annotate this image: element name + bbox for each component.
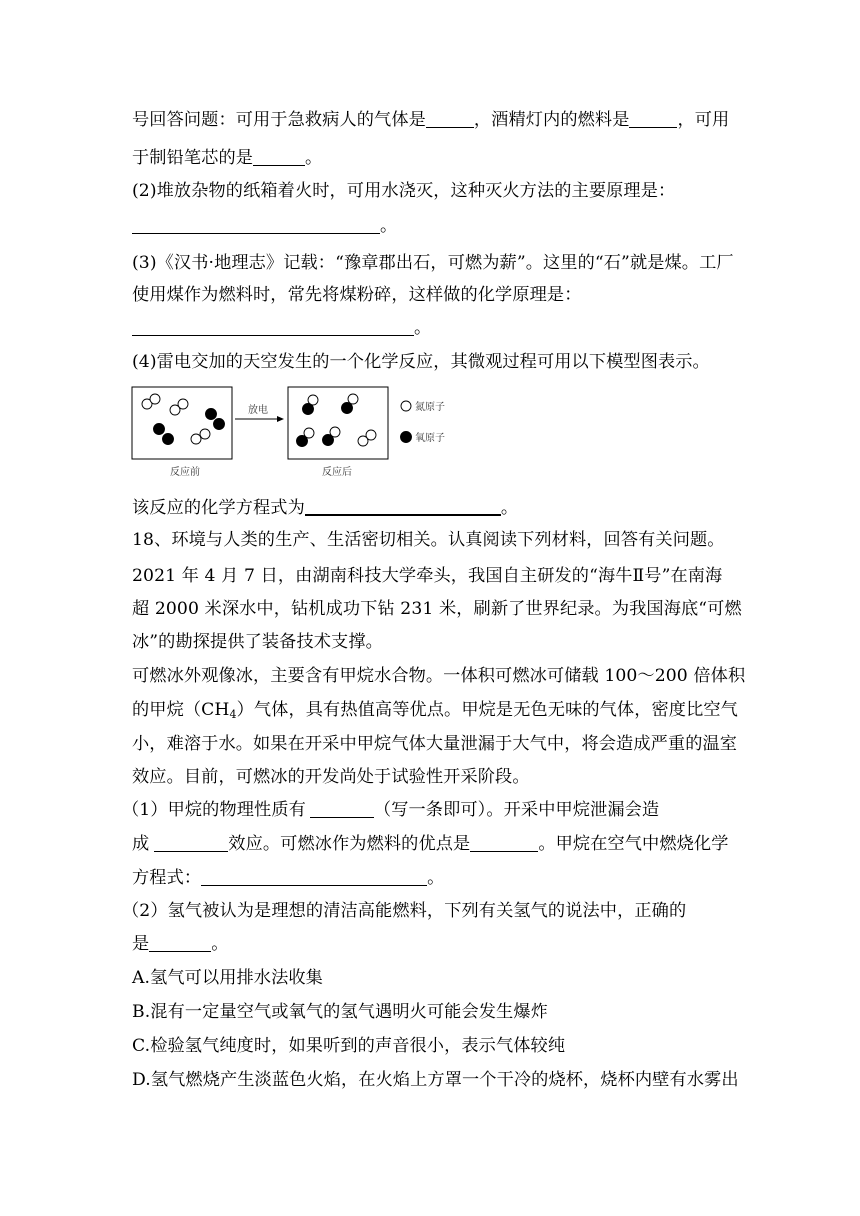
after-label: 反应后 [322, 467, 352, 478]
answer-blank[interactable] [149, 933, 211, 952]
question-line: 。 [132, 316, 431, 340]
question-line: 是 。 [132, 934, 229, 954]
oxygen-atom-icon [401, 432, 412, 443]
question-line: 方程式： 。 [132, 868, 445, 888]
question-line: （2）氢气被认为是理想的清洁高能燃料，下列有关氢气的说法中，正确的 [122, 901, 687, 921]
option-d: D.氢气燃烧产生淡蓝色火焰，在火焰上方罩一个干冷的烧杯，烧杯内壁有水雾出 [132, 1070, 739, 1090]
answer-blank[interactable] [154, 833, 228, 852]
material-line: 效应。目前，可燃冰的开发尚处于试验性开采阶段。 [132, 767, 530, 787]
after-box [288, 387, 388, 459]
material-line: 超 2000 米深水中，钻机成功下钻 231 米，刷新了世界纪录。为我国海底“可燃 [132, 599, 742, 619]
option-b: B.混有一定量空气或氧气的氢气遇明火可能会发生爆炸 [132, 1002, 548, 1022]
legend-oxygen: 氧原子 [415, 433, 445, 444]
arrow-head [277, 416, 284, 422]
before-label: 反应前 [170, 467, 200, 478]
question-line: 。 [132, 214, 397, 238]
question-3-text: 使用煤作为燃料时，常先将煤粉碎，这样做的化学原理是： [132, 285, 582, 305]
answer-blank[interactable] [310, 799, 374, 818]
material-line: 小，难溶于水。如果在开采中甲烷气体大量泄漏于大气中，将会造成严重的温室 [132, 734, 738, 754]
question-2-text: (2)堆放杂物的纸箱着火时，可用水浇灭，这种灭火方法的主要原理是： [132, 181, 676, 201]
material-line: 可燃冰外观像冰，主要含有甲烷水合物。一体积可燃冰可储载 100～200 倍体积 [132, 666, 746, 686]
question-line: 该反应的化学方程式为 。 [132, 496, 518, 520]
legend-nitrogen: 氮原子 [415, 402, 445, 413]
material-line: 的甲烷$(CH_4)$气体，具有热值高等优点。甲烷是无色无味的气体，密度比空气 [132, 700, 738, 721]
material-line: 2021 年 4 月 7 日，由湖南科技大学牵头，我国自主研发的“海牛Ⅱ号”在南海 [132, 566, 723, 586]
option-a: A.氢气可以用排水法收集 [132, 968, 323, 988]
question-18-intro: 18、环境与人类的生产、生活密切相关。认真阅读下列材料，回答有关问题。 [132, 530, 725, 550]
reaction-model-figure [0, 0, 860, 490]
option-c: C.检验氢气纯度时，如果听到的声音很小，表示气体较纯 [132, 1036, 566, 1056]
question-4-text: (4)雷电交加的天空发生的一个化学反应，其微观过程可用以下模型图表示。 [132, 352, 710, 372]
material-line: 冰”的勘探提供了装备技术支撑。 [132, 632, 383, 652]
answer-blank[interactable] [305, 496, 501, 516]
question-3-text: (3)《汉书·地理志》记载：“豫章郡出石，可燃为薪”。这里的“石”就是煤。工厂 [132, 253, 734, 273]
question-line: 成 效应。可燃冰作为燃料的优点是 。甲烷在空气中燃烧化学 [132, 834, 729, 854]
question-line: （1）甲烷的物理性质有 （写一条即可）。开采中甲烷泄漏会造 [122, 800, 660, 820]
question-line: 于制铅笔芯的是 。 [132, 148, 323, 168]
nitrogen-atom-icon [401, 401, 411, 411]
question-line: 号回答问题：可用于急救病人的气体是 ，酒精灯内的燃料是 ，可用 [132, 110, 730, 130]
answer-blank[interactable] [201, 867, 427, 886]
arrow-label: 放电 [248, 405, 268, 416]
answer-blank[interactable] [470, 833, 538, 852]
